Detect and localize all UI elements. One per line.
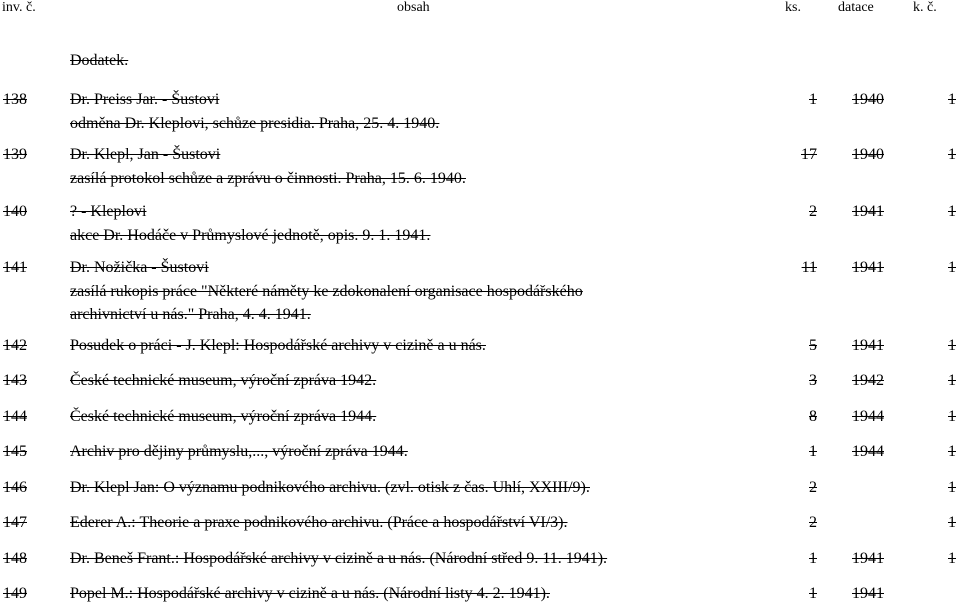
count: 1 xyxy=(809,585,817,602)
count: 3 xyxy=(809,372,817,389)
count: 5 xyxy=(809,337,817,354)
content-line: Archiv pro dějiny průmyslu,..., výroční zpráva 1944. xyxy=(70,443,408,460)
inventory-row-142 xyxy=(0,334,960,369)
inventory-row-144 xyxy=(0,405,960,440)
count: 1 xyxy=(809,91,817,108)
content-line: Dr. Klepl Jan: O významu podnikového archivu. (zvl. otisk z čas. Uhlí, XXIII/9). xyxy=(70,479,590,496)
content-line: Popel M.: Hospodářské archivy v cizině a u nás. (Národní listy 4. 2. 1941). xyxy=(70,585,550,602)
section-title: Dodatek. xyxy=(70,52,129,69)
content-line: Dr. Preiss Jar. - Šustovi xyxy=(70,91,220,108)
content-line: Posudek o práci - J. Klepl: Hospodářské archivy v cizině a u nás. xyxy=(70,337,486,354)
header-box-number: k. č. xyxy=(913,0,937,15)
header-count: ks. xyxy=(785,0,801,15)
column-header xyxy=(0,0,960,20)
content-line: Dr. Klepl, Jan - Šustovi xyxy=(70,146,221,163)
inv-number: 140 xyxy=(3,203,27,220)
inventory-row-146 xyxy=(0,476,960,511)
row-content xyxy=(70,200,750,247)
box-number: 1 xyxy=(948,337,956,354)
inv-number: 143 xyxy=(3,372,27,389)
content-line: Dr. Beneš Frant.: Hospodářské archivy v cizině a u nás. (Národní střed 9. 11. 1941). xyxy=(70,550,608,567)
row-content xyxy=(70,334,750,358)
inv-number: 142 xyxy=(3,337,27,354)
box-number: 1 xyxy=(948,146,956,163)
inv-number: 147 xyxy=(3,514,27,531)
box-number: 1 xyxy=(948,259,956,276)
content-line: zasílá protokol schůze a zprávu o činnosti. Praha, 15. 6. 1940. xyxy=(70,169,466,187)
row-content xyxy=(70,369,750,393)
row-content xyxy=(70,440,750,464)
count: 1 xyxy=(809,443,817,460)
inv-number: 141 xyxy=(3,259,27,276)
date: 1944 xyxy=(852,443,884,460)
content-line: odměna Dr. Kleplovi, schůze presidia. Praha, 25. 4. 1940. xyxy=(70,114,440,132)
content-line: zasílá rukopis práce "Některé náměty ke zdokonalení organisace hospodářského xyxy=(70,282,583,300)
row-content xyxy=(70,582,750,606)
date: 1940 xyxy=(852,91,884,108)
inv-number: 144 xyxy=(3,408,27,425)
count: 11 xyxy=(801,259,817,276)
content-line: Dr. Nožička - Šustovi xyxy=(70,259,209,276)
box-number: 1 xyxy=(948,91,956,108)
inv-number: 145 xyxy=(3,443,27,460)
inventory-row-139 xyxy=(0,143,960,200)
row-content xyxy=(70,405,750,429)
inventory-row-140 xyxy=(0,200,960,256)
date: 1942 xyxy=(852,372,884,389)
count: 17 xyxy=(801,146,817,163)
date: 1941 xyxy=(852,550,884,567)
box-number: 1 xyxy=(948,479,956,496)
row-content xyxy=(70,511,750,535)
inventory-row-149 xyxy=(0,582,960,612)
row-content xyxy=(70,88,750,135)
content-line: archivnictví u nás." Praha, 4. 4. 1941. xyxy=(70,306,311,323)
date: 1941 xyxy=(852,259,884,276)
inv-number: 139 xyxy=(3,146,27,163)
box-number: 1 xyxy=(948,550,956,567)
box-number: 1 xyxy=(948,514,956,531)
date: 1944 xyxy=(852,408,884,425)
content-line: ? - Kleplovi xyxy=(70,203,147,220)
box-number: 1 xyxy=(948,408,956,425)
content-line: Ederer A.: Theorie a praxe podnikového archivu. (Práce a hospodářství VI/3). xyxy=(70,514,568,531)
date: 1940 xyxy=(852,146,884,163)
row-content xyxy=(70,143,750,190)
count: 8 xyxy=(809,408,817,425)
inventory-row-147 xyxy=(0,511,960,547)
inventory-row-138 xyxy=(0,88,960,143)
box-number: 1 xyxy=(948,203,956,220)
content-line: České technické museum, výroční zpráva 1944. xyxy=(70,408,377,425)
box-number: 1 xyxy=(948,372,956,389)
header-date: datace xyxy=(838,0,874,15)
content-line: České technické museum, výroční zpráva 1942. xyxy=(70,372,377,389)
inv-number: 149 xyxy=(3,585,27,602)
inv-number: 148 xyxy=(3,550,27,567)
inventory-list xyxy=(0,88,960,612)
count: 1 xyxy=(809,550,817,567)
inventory-row-145 xyxy=(0,440,960,476)
header-content: obsah xyxy=(397,0,430,15)
row-content xyxy=(70,547,750,571)
content-line: akce Dr. Hodáče v Průmyslové jednotě, opis. 9. 1. 1941. xyxy=(70,226,431,244)
inventory-row-141 xyxy=(0,256,960,334)
date: 1941 xyxy=(852,203,884,220)
inv-number: 138 xyxy=(3,91,27,108)
count: 2 xyxy=(809,203,817,220)
date: 1941 xyxy=(852,585,884,602)
inventory-row-143 xyxy=(0,369,960,405)
row-content xyxy=(70,256,750,327)
box-number: 1 xyxy=(948,443,956,460)
inventory-row-148 xyxy=(0,547,960,582)
header-inv-number: inv. č. xyxy=(2,0,36,15)
count: 2 xyxy=(809,479,817,496)
row-content xyxy=(70,476,750,500)
date: 1941 xyxy=(852,337,884,354)
count: 2 xyxy=(809,514,817,531)
inv-number: 146 xyxy=(3,479,27,496)
